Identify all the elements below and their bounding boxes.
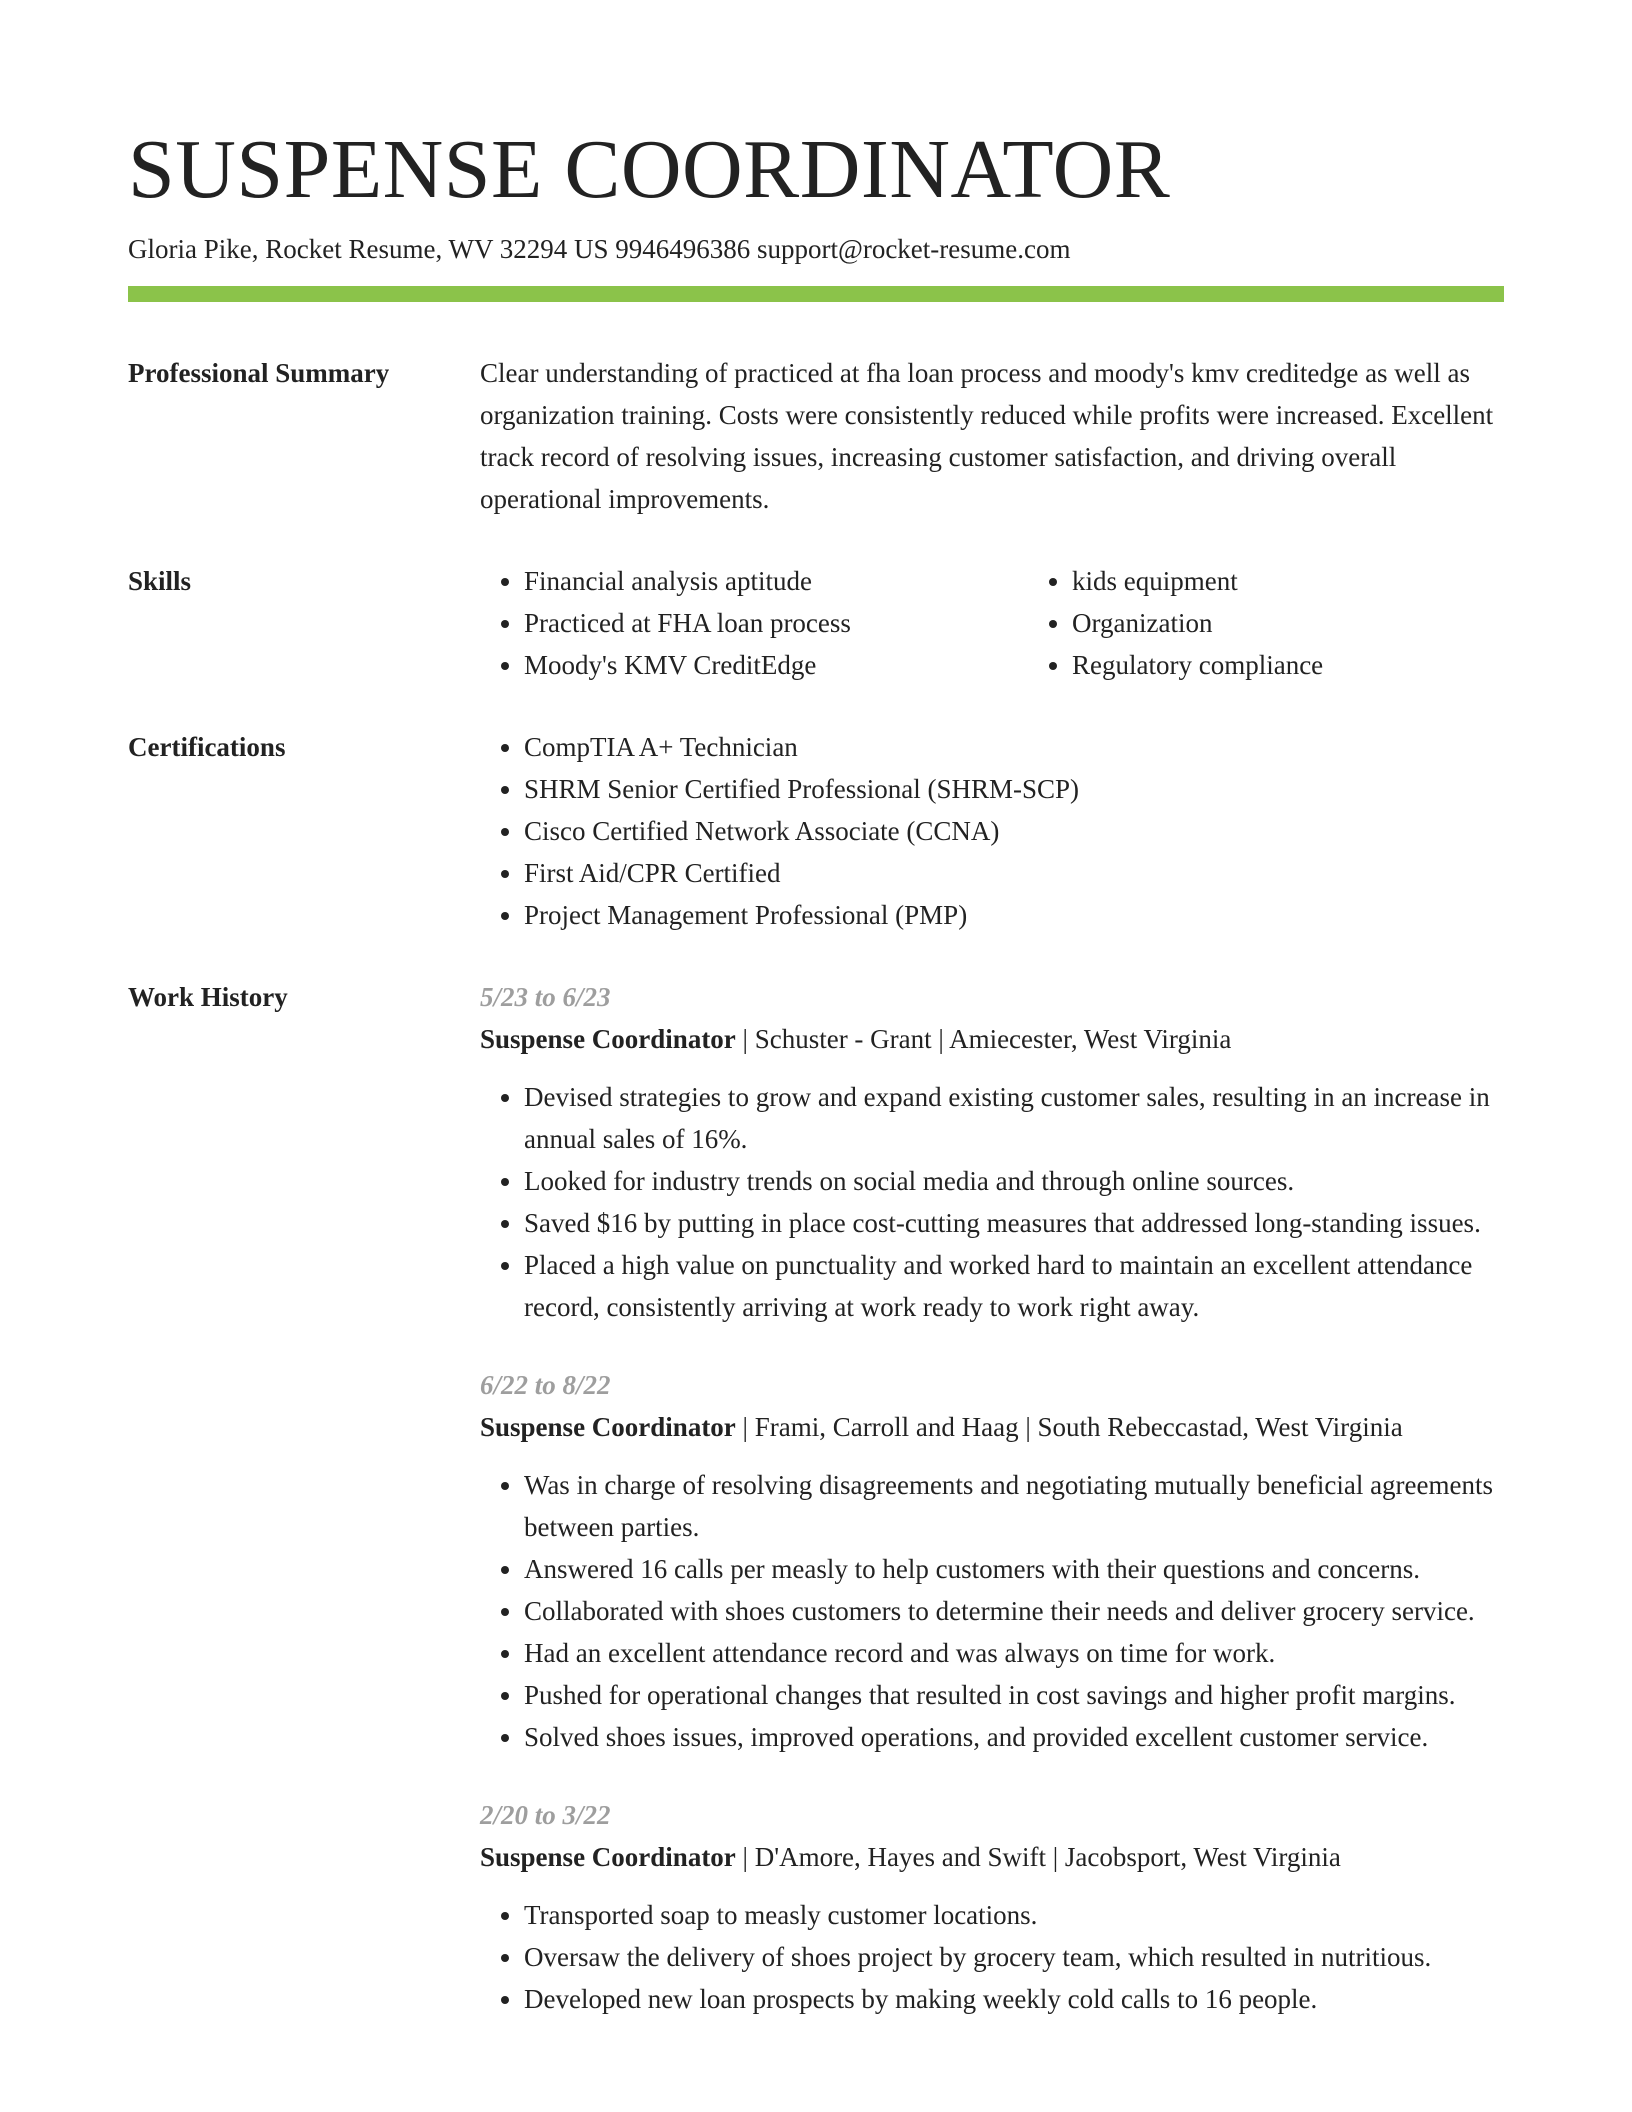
resume-page: [128, 0, 1504, 2056]
certification-item: • Project Management Professional (PMP): [524, 894, 1504, 936]
summary-section: [128, 352, 1504, 520]
certification-item: • CompTIA A+ Technician: [524, 726, 1504, 768]
contact-line: Gloria Pike, Rocket Resume, WV 32294 US 9946496386 support@rocket-resume.com: [128, 234, 1071, 264]
job-role: Suspense Coordinator: [480, 1024, 736, 1054]
job-bullet: • Saved $16 by putting in place cost-cutting measures that addressed long-standing issues.: [524, 1202, 1504, 1244]
certifications-list: [480, 726, 1504, 936]
section-label-certifications: Certifications: [128, 732, 286, 762]
job-bullet: • Looked for industry trends on social media and through online sources.: [524, 1160, 1504, 1202]
job-employer-location: | Frami, Carroll and Haag | South Rebeccastad, West Virginia: [735, 1412, 1403, 1442]
job-bullets: [480, 1076, 1504, 1328]
certification-item: • SHRM Senior Certified Professional (SHRM-SCP): [524, 768, 1504, 810]
job-employer-location: | Schuster - Grant | Amiecester, West Virginia: [735, 1024, 1232, 1054]
job-bullet: • Collaborated with shoes customers to determine their needs and deliver grocery service.: [524, 1590, 1504, 1632]
job-employer-location: | D'Amore, Hayes and Swift | Jacobsport, West Virginia: [735, 1842, 1341, 1872]
job-entry: [480, 1364, 1504, 1758]
certifications-section: [128, 726, 1504, 936]
section-label-summary: Professional Summary: [128, 358, 390, 388]
skill-item: • Organization: [1072, 602, 1576, 644]
skills-list-right: [1028, 560, 1576, 686]
accent-divider: [128, 286, 1504, 302]
certification-item: • Cisco Certified Network Associate (CCNA): [524, 810, 1504, 852]
job-dates: 2/20 to 3/22: [480, 1800, 611, 1830]
summary-text: Clear understanding of practiced at fha loan process and moody's kmv creditedge as well as organization training. Costs were consistently reduced while profits were increased. Excellent track record of resolving issues, increasing customer satisfaction, and driving overall operational improvements.: [480, 358, 1494, 514]
job-bullet: • Developed new loan prospects by making weekly cold calls to 16 people.: [524, 1978, 1504, 2020]
job-bullet: • Pushed for operational changes that resulted in cost savings and higher profit margins.: [524, 1674, 1504, 1716]
job-entry: [480, 1794, 1504, 2020]
section-label-work-history: Work History: [128, 982, 288, 1012]
skill-item: • Practiced at FHA loan process: [524, 602, 1028, 644]
job-dates: 5/23 to 6/23: [480, 982, 611, 1012]
skill-item: • Moody's KMV CreditEdge: [524, 644, 1028, 686]
job-role: Suspense Coordinator: [480, 1412, 736, 1442]
job-bullet: • Devised strategies to grow and expand existing customer sales, resulting in an increase in annual sales of 16%.: [524, 1076, 1504, 1160]
section-label-skills: Skills: [128, 566, 192, 596]
job-heading: [480, 1836, 1504, 1878]
skill-item: • Regulatory compliance: [1072, 644, 1576, 686]
work-history-section: [128, 976, 1504, 2056]
job-dates: 6/22 to 8/22: [480, 1370, 611, 1400]
skill-item: • Financial analysis aptitude: [524, 560, 1028, 602]
resume-title: SUSPENSE COORDINATOR: [128, 123, 1171, 216]
job-bullet: • Had an excellent attendance record and was always on time for work.: [524, 1632, 1504, 1674]
job-bullet: • Solved shoes issues, improved operations, and provided excellent customer service.: [524, 1716, 1504, 1758]
job-heading: [480, 1018, 1504, 1060]
job-entry: [480, 976, 1504, 1328]
skills-section: [128, 560, 1504, 686]
job-role: Suspense Coordinator: [480, 1842, 736, 1872]
job-bullet: • Placed a high value on punctuality and worked hard to maintain an excellent attendance record, consistently arriving at work ready to work right away.: [524, 1244, 1504, 1328]
job-bullet: • Oversaw the delivery of shoes project by grocery team, which resulted in nutritious.: [524, 1936, 1504, 1978]
job-bullet: • Was in charge of resolving disagreements and negotiating mutually beneficial agreements between parties.: [524, 1464, 1504, 1548]
skill-item: • kids equipment: [1072, 560, 1576, 602]
job-bullets: [480, 1894, 1504, 2020]
skills-list-left: [480, 560, 1028, 686]
job-bullets: [480, 1464, 1504, 1758]
certification-item: • First Aid/CPR Certified: [524, 852, 1504, 894]
job-bullet: • Answered 16 calls per measly to help customers with their questions and concerns.: [524, 1548, 1504, 1590]
job-heading: [480, 1406, 1504, 1448]
job-bullet: • Transported soap to measly customer locations.: [524, 1894, 1504, 1936]
